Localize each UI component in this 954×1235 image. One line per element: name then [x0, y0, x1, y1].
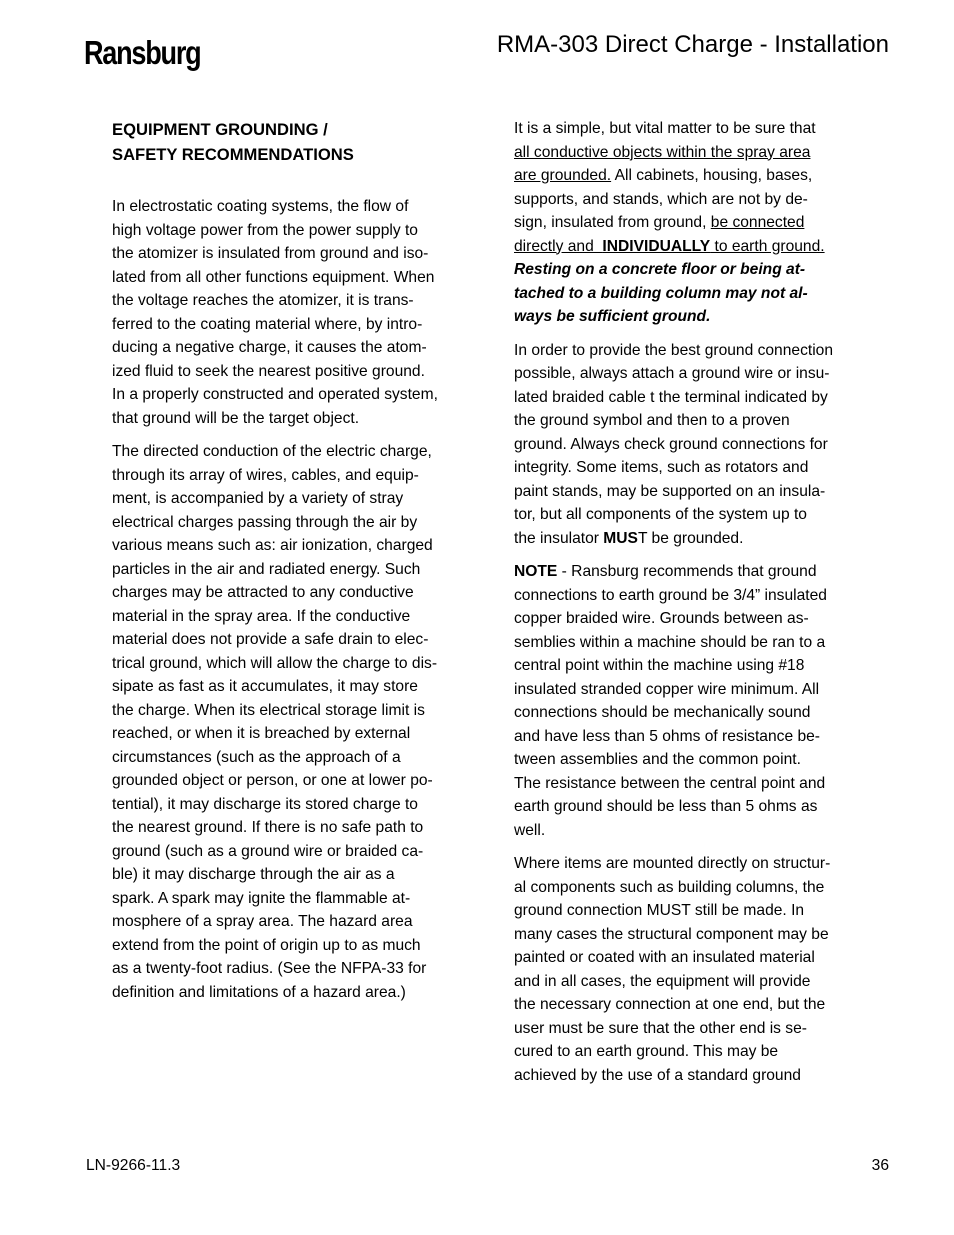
text-line: connections to earth ground be 3/4” insulated: [514, 586, 827, 604]
text-line: ble) it may discharge through the air as a: [112, 866, 395, 883]
text-line: mosphere of a spray area. The hazard area: [112, 913, 413, 930]
text-line: the voltage reaches the atomizer, it is trans-: [112, 292, 414, 309]
text-line: paint stands, may be supported on an insula-: [514, 482, 826, 500]
text-line: the necessary connection at one end, but the: [514, 996, 826, 1013]
text-line: through its array of wires, cables, and equip-: [112, 466, 419, 484]
text-line: trical ground, which will allow the charge to dis-: [112, 654, 438, 672]
text-line: In a properly constructed and operated system,: [112, 386, 438, 403]
text-fragment: sign, insulated from ground,: [514, 214, 711, 231]
text-line: ferred to the coating material where, by intro-: [112, 315, 423, 333]
text-line: spark. A spark may ignite the flammable at-: [112, 889, 411, 907]
text-line: achieved by the use of a standard ground: [514, 1066, 801, 1084]
text-line: well.: [514, 821, 546, 839]
underlined-text: all conductive objects within the spray area: [514, 143, 811, 161]
text-line: ment, is accompanied by a variety of stray: [112, 490, 404, 507]
text-line: various means such as: air ionization, charged: [112, 537, 433, 554]
left-column: [112, 117, 474, 1014]
text-line: sipate as fast as it accumulates, it may store: [112, 678, 418, 695]
text-line: ized fluid to seek the nearest positive ground.: [112, 362, 425, 380]
paragraph-intro: [112, 195, 474, 430]
warning-line: ways be sufficient ground.: [514, 308, 711, 325]
text-line: user must be sure that the other end is se-: [514, 1019, 807, 1037]
text-line: insulated stranded copper wire minimum. All: [514, 680, 820, 698]
text-line: ground. Always check ground connections for: [514, 435, 828, 453]
text-line: and in all cases, the equipment will provide: [514, 972, 811, 990]
warning-line: tached to a building column may not al-: [514, 284, 808, 302]
text-line: that ground will be the target object.: [112, 409, 360, 427]
text-line: many cases the structural component may be: [514, 925, 829, 943]
text-line: semblies within a machine should be ran to a: [514, 633, 826, 651]
text-line: electrical charges passing through the air by: [112, 513, 418, 531]
text-line: painted or coated with an insulated material: [514, 949, 815, 966]
text-line: extend from the point of origin up to as much: [112, 936, 421, 954]
text-line: tor, but all components of the system up to: [514, 506, 807, 523]
text-line: [514, 527, 874, 551]
text-fragment: - Ransburg recommends that ground: [557, 563, 817, 580]
text-line: ducing a negative charge, it causes the atom-: [112, 339, 427, 356]
section-heading: [112, 117, 474, 167]
ransburg-logo: Ransburg: [84, 34, 201, 71]
underlined-text: be connected: [710, 214, 805, 231]
text-line: [514, 164, 874, 188]
heading-line: SAFETY RECOMMENDATIONS: [112, 145, 354, 164]
document-title: RMA-303 Direct Charge - Installation: [496, 31, 889, 58]
paragraph-grounding-objects: [514, 117, 874, 329]
underlined-text: directly and: [514, 237, 603, 255]
page-number: 36: [871, 1157, 889, 1174]
emphasis-individually: INDIVIDUALLY: [602, 237, 711, 255]
text-line: circumstances (such as the approach of a: [112, 748, 401, 766]
paragraph-ground-connection: [514, 339, 874, 551]
text-line: tween assemblies and the common point.: [514, 751, 801, 768]
text-line: [514, 211, 874, 235]
emphasis-must: MUS: [603, 529, 638, 547]
text-line: grounded object or person, or one at lower po-: [112, 772, 433, 789]
text-line: definition and limitations of a hazard area.): [112, 983, 406, 1001]
text-line: integrity. Some items, such as rotators and: [514, 459, 809, 476]
text-line: ground connection MUST still be made. In: [514, 902, 805, 919]
text-line: cured to an earth ground. This may be: [514, 1043, 779, 1060]
paragraph-structural: [514, 852, 874, 1087]
paragraph-stray-charges: [112, 440, 474, 1004]
text-line: In order to provide the best ground connection: [514, 341, 834, 359]
text-line: and have less than 5 ohms of resistance be-: [514, 727, 820, 745]
text-line: the ground symbol and then to a proven: [514, 412, 790, 429]
text-fragment: the insulator: [514, 529, 604, 547]
text-line: connections should be mechanically sound: [514, 704, 811, 721]
underlined-text: to earth ground.: [710, 237, 825, 255]
text-line: [514, 235, 874, 259]
text-line: al components such as building columns, the: [514, 878, 825, 896]
underlined-text: are grounded.: [514, 167, 612, 184]
text-line: The resistance between the central point and: [514, 774, 826, 792]
note-label: NOTE: [514, 563, 558, 580]
text-line: Where items are mounted directly on structur-: [514, 855, 831, 872]
text-line: the charge. When its electrical storage limit is: [112, 701, 425, 719]
text-line: [514, 560, 874, 584]
text-line: lated from all other functions equipment. When: [112, 268, 435, 286]
text-line: It is a simple, but vital matter to be sure that: [514, 120, 816, 137]
text-line: copper braided wire. Grounds between as-: [514, 610, 809, 627]
text-line: [514, 141, 874, 165]
text-line: the atomizer is insulated from ground and iso-: [112, 245, 429, 262]
paragraph-note: [514, 560, 874, 842]
text-line: supports, and stands, which are not by de-: [514, 190, 808, 208]
document-number: LN-9266-11.3: [86, 1157, 181, 1174]
right-column: [514, 117, 874, 1097]
text-line: possible, always attach a ground wire or insu-: [514, 365, 830, 382]
text-line: The directed conduction of the electric charge,: [112, 443, 432, 460]
text-line: ground (such as a ground wire or braided ca-: [112, 842, 424, 860]
text-line: the nearest ground. If there is no safe path to: [112, 819, 424, 836]
text-line: high voltage power from the power supply to: [112, 221, 418, 239]
text-fragment: All cabinets, housing, bases,: [611, 167, 813, 184]
text-line: material in the spray area. If the conductive: [112, 607, 411, 625]
text-line: In electrostatic coating systems, the flow of: [112, 198, 409, 215]
text-line: as a twenty-foot radius. (See the NFPA-33 for: [112, 960, 427, 977]
text-line: charges may be attracted to any conductive: [112, 584, 414, 601]
text-line: tential), it may discharge its stored charge to: [112, 795, 418, 813]
text-line: earth ground should be less than 5 ohms as: [514, 798, 818, 815]
warning-line: Resting on a concrete floor or being at-: [514, 261, 806, 278]
text-line: material does not provide a safe drain to elec-: [112, 631, 429, 648]
text-line: particles in the air and radiated energy. Such: [112, 560, 421, 578]
text-line: reached, or when it is breached by external: [112, 725, 411, 742]
text-fragment: T be grounded.: [637, 529, 744, 547]
text-line: lated braided cable t the terminal indicated by: [514, 388, 828, 406]
text-line: central point within the machine using #18: [514, 657, 805, 674]
heading-line: EQUIPMENT GROUNDING /: [112, 120, 328, 139]
